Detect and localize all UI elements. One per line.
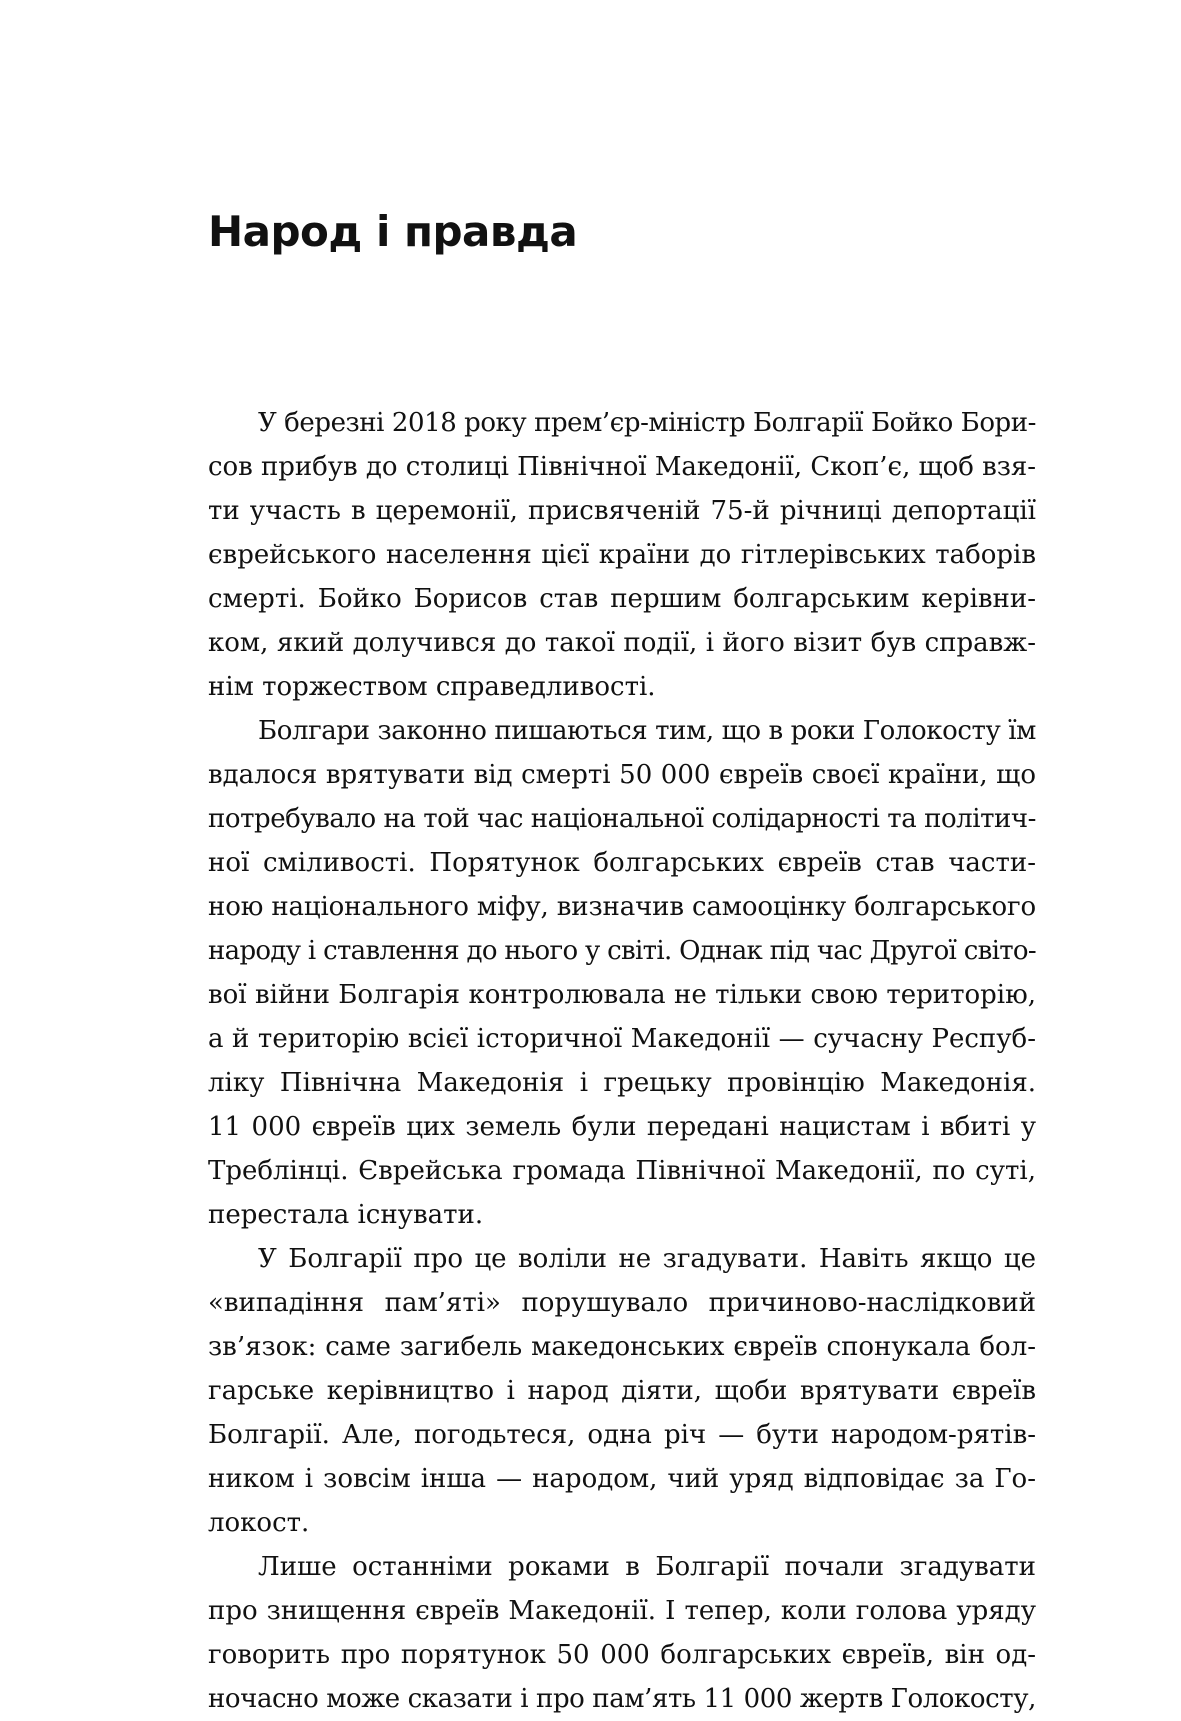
text-line: [208, 401, 1036, 445]
text-line-content: Треблінці. Єврейська громада Північної Македонії, по суті,: [208, 1156, 1036, 1186]
text-line-content: смерті. Бойко Борисов став першим болгарським керівни-: [208, 584, 1036, 614]
text-line-content: У березні 2018 року прем’єр-міністр Болгарії Бойко Бори-: [258, 408, 1036, 438]
text-line-content: перестала існувати.: [208, 1200, 484, 1230]
text-line-content: народу і ставлення до нього у світі. Однак під час Другої світо-: [208, 936, 1036, 966]
text-line: [208, 489, 1036, 533]
text-line: [208, 885, 1036, 929]
text-line: [208, 1237, 1036, 1281]
text-line: [208, 533, 1036, 577]
text-line-content: єврейського населення цієї країни до гітлерівських таборів: [208, 540, 1036, 570]
text-line: [208, 621, 1036, 665]
text-line: [208, 1149, 1036, 1193]
text-line: [208, 1677, 1036, 1721]
text-line-content: 11 000 євреїв цих земель були передані нацистам і вбиті у: [208, 1112, 1036, 1142]
text-line: [208, 1281, 1036, 1325]
text-line-content: ліку Північна Македонія і грецьку провінцію Македонія.: [208, 1068, 1036, 1098]
text-line-content: У Болгарії про це воліли не згадувати. Навіть якщо це: [258, 1244, 1036, 1274]
text-line-content: ною національного міфу, визначив самооцінку болгарського: [208, 892, 1037, 922]
text-line: [208, 1061, 1036, 1105]
text-line: [208, 1457, 1036, 1501]
text-line: [208, 665, 1036, 709]
text-line-content: а й територію всієї історичної Македонії — сучасну Респуб-: [208, 1024, 1036, 1054]
text-line: [208, 709, 1036, 753]
text-line: [208, 1545, 1036, 1589]
text-line-content: ником і зовсім інша — народом, чий уряд відповідає за Го-: [208, 1464, 1036, 1494]
text-line: [208, 577, 1036, 621]
text-line-content: Лише останніми роками в Болгарії почали згадувати: [258, 1552, 1036, 1582]
text-line-content: вої війни Болгарія контролювала не тільки свою територію,: [208, 980, 1036, 1010]
text-line-content: локост.: [208, 1508, 310, 1538]
text-line: [208, 797, 1036, 841]
text-line-content: зв’язок: саме загибель македонських євреїв спонукала бол-: [208, 1332, 1036, 1362]
text-line: [208, 1017, 1036, 1061]
text-line: [208, 1589, 1036, 1633]
text-line-content: Болгари законно пишаються тим, що в роки Голокосту їм: [258, 716, 1036, 746]
text-line-content: ком, який долучився до такої події, і його візит був справж-: [208, 628, 1036, 658]
text-line: [208, 1501, 1036, 1545]
text-line: [208, 1325, 1036, 1369]
text-line-content: ти участь в церемонії, присвяченій 75-й річниці депортації: [208, 496, 1036, 526]
text-line-content: нім торжеством справедливості.: [208, 672, 656, 702]
text-line: [208, 841, 1036, 885]
text-line-content: ної сміливості. Порятунок болгарських євреїв став части-: [208, 848, 1036, 878]
text-line-content: «випадіння пам’яті» порушувало причиново-наслідковий: [208, 1288, 1036, 1318]
text-line-content: вдалося врятувати від смерті 50 000 євреїв своєї країни, що: [208, 760, 1036, 790]
text-line: [208, 1369, 1036, 1413]
text-line-content: сов прибув до столиці Північної Македонії, Скоп’є, щоб взя-: [208, 452, 1036, 482]
text-line-content: гарське керівництво і народ діяти, щоби врятувати євреїв: [208, 1376, 1036, 1406]
text-line: [208, 445, 1036, 489]
text-line: [208, 973, 1036, 1017]
text-line-content: потребувало на той час національної солідарності та політич-: [208, 804, 1036, 834]
text-line-content: говорить про порятунок 50 000 болгарських євреїв, він од-: [208, 1640, 1036, 1670]
text-line: [208, 1105, 1036, 1149]
text-line: [208, 1193, 1036, 1237]
chapter-title: Народ і правда: [208, 207, 578, 256]
text-line-content: Болгарії. Але, погодьтеся, одна річ — бути народом-рятів-: [208, 1420, 1036, 1450]
text-line: [208, 1633, 1036, 1677]
text-line-content: про знищення євреїв Македонії. І тепер, коли голова уряду: [208, 1596, 1036, 1626]
text-line: [208, 753, 1036, 797]
text-line-content: ночасно може сказати і про пам’ять 11 000 жертв Голокосту,: [208, 1684, 1036, 1714]
body-text: [208, 401, 1036, 1721]
text-line: [208, 929, 1036, 973]
text-line: [208, 1413, 1036, 1457]
